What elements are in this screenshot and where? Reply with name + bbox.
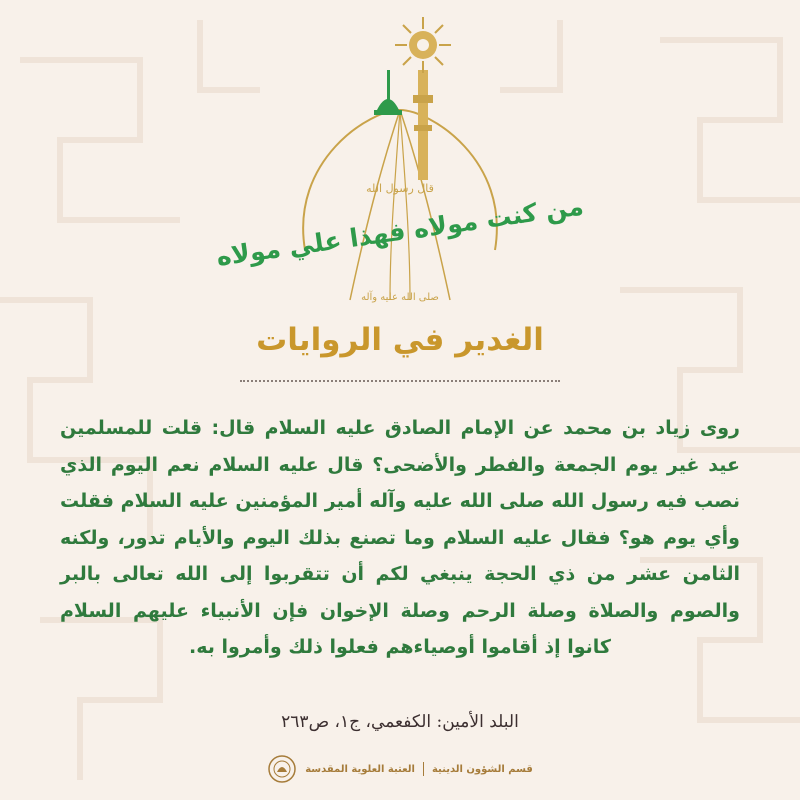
calligraphy-small-top: قال رسول الله: [366, 182, 434, 195]
source-citation: البلد الأمين: الكفعمي، ج١، ص٢٦٣: [281, 712, 519, 732]
calligraphy-main: من كنت مولاه فهذا علي مولاه: [214, 191, 586, 272]
calligraphy-small-bottom: صلى الله عليه وآله: [361, 292, 439, 303]
footer-left-text: قسم الشؤون الدينية: [431, 763, 533, 775]
footer-right-text: العتبة العلوية المقدسة: [305, 763, 415, 775]
footer-branding: [240, 752, 560, 786]
shrine-seal-icon: [267, 754, 297, 784]
hadith-narration: روى زياد بن محمد عن الإمام الصادق عليه السلام قال: قلت للمسلمين عيد غير يوم الجمعة والفطر والأضحى؟ قال عليه السلام نعم اليوم الذي نصب فيه رسول الله صلى الله عليه وآله أمير المؤمنين عليه السلام فقلت وأي يوم هو؟ فقال عليه السلام وما تصنع بذلك اليوم والأيام تدور، ولكنه الثامن عشر من ذي الحجة ينبغي لكم أن تتقربوا إلى الله تعالى بالبر والصوم والصلاة وصلة الرحم وصلة الإخوان فإن الأنبياء عليهم السلام كانوا إذ أقاموا أوصياءهم فعلوا ذلك وأمروا به.: [60, 417, 740, 658]
page-title: الغدير في الروايات: [256, 322, 544, 358]
footer-separator: [423, 762, 424, 776]
shrine-dome-illustration: [214, 0, 586, 320]
dotted-divider: [240, 380, 560, 382]
